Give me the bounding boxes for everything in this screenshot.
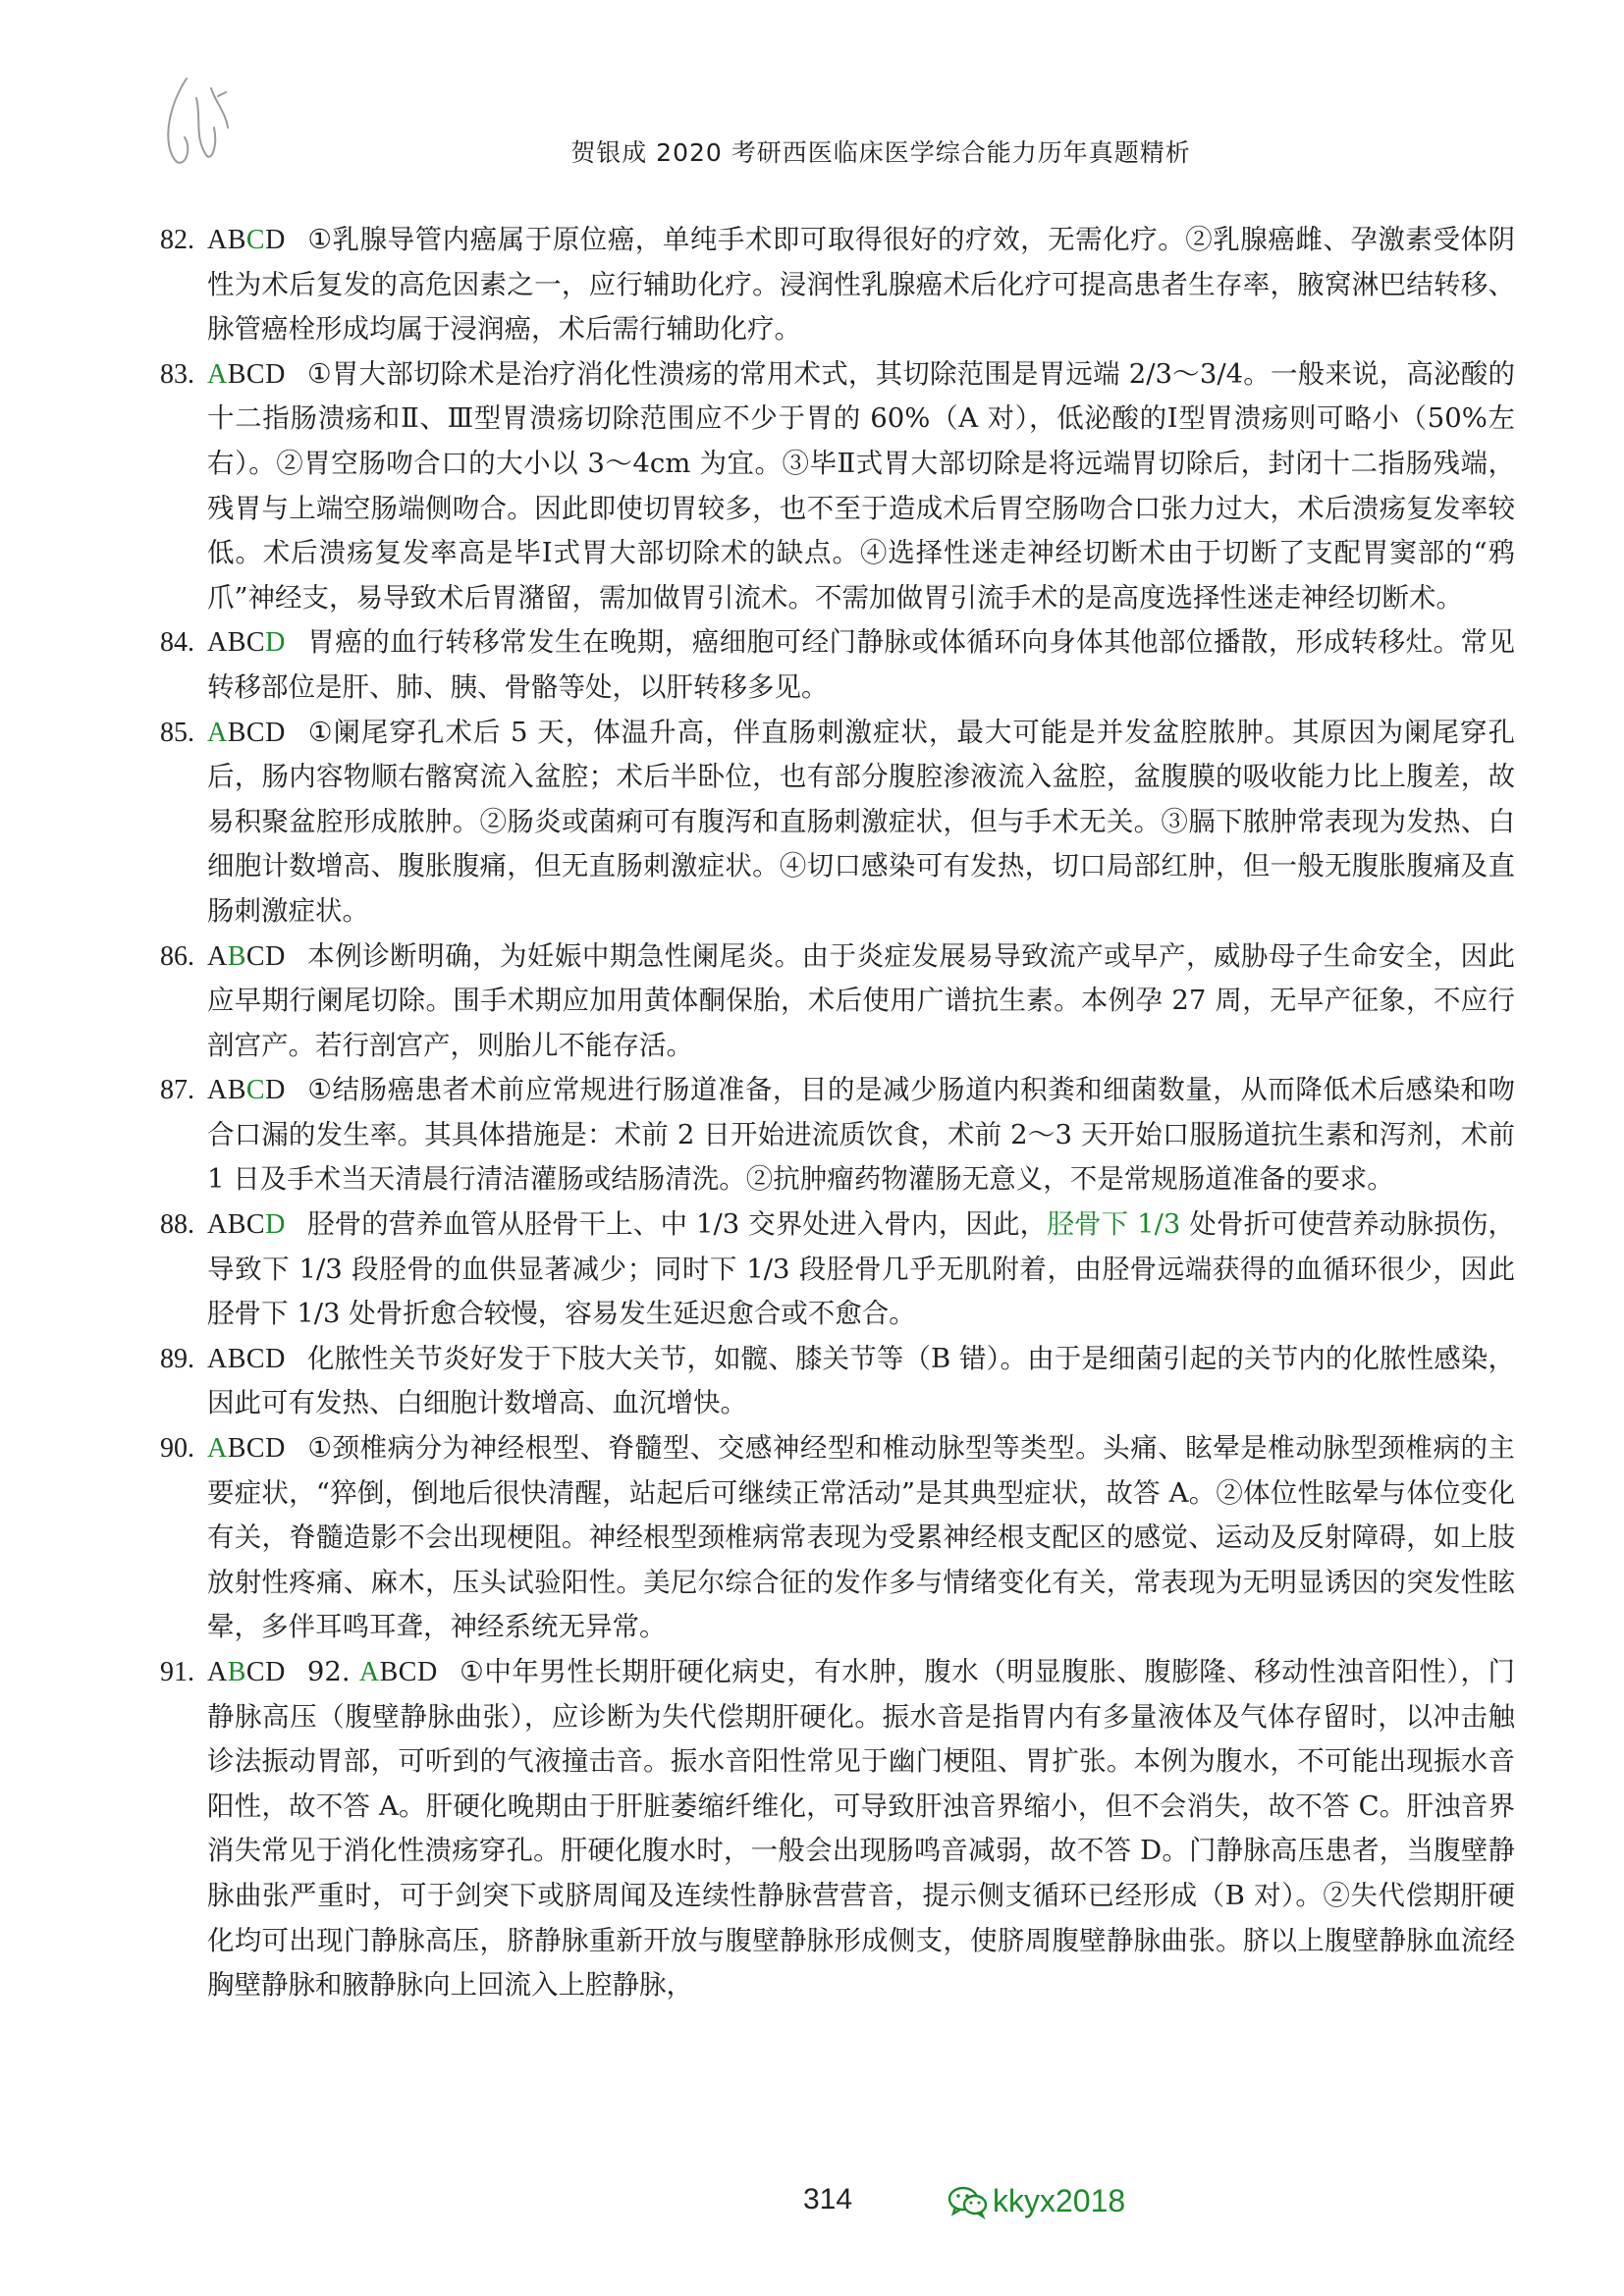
answer-letter: A (207, 358, 228, 390)
answer-options (207, 1075, 286, 1105)
answer-entry (160, 1426, 1515, 1650)
question-number: 91. (160, 1657, 194, 1687)
answer-letter: D (265, 1075, 286, 1106)
answer-options (207, 1209, 286, 1240)
answer-entry (160, 620, 1515, 710)
answer-letter: A (358, 1657, 380, 1687)
answer-options (207, 1657, 286, 1687)
answer-letter: B (227, 1433, 246, 1465)
answer-letter: C (245, 1433, 266, 1465)
explanation-text: ①乳腺导管内癌属于原位癌，单纯手术即可取得很好的疗效，无需化疗。②乳腺癌雌、孕激素受体阴性为术后复发的高危因素之一，应行辅助化疗。浸润性乳腺癌术后化疗可提高患者生存率，腋窝淋巴结转移、脉管癌栓形成均属于浸润癌，术后需行辅助化疗。 (207, 224, 1515, 346)
answer-letter: A (207, 627, 228, 659)
answer-letter: A (207, 717, 228, 748)
explanation-text: ①结肠癌患者术前应常规进行肠道准备，目的是减少肠道内积粪和细菌数量，从而降低术后感染和吻合口漏的发生率。其具体措施是：术前 2 日开始进流质饮食，术前 2～3 天开始口服肠道抗生素和泻剂，术前 1 日及手术当天清晨行清洁灌肠或结肠清洗。②抗肿瘤药物灌肠无意义，不是常规肠道准备的要求。 (207, 1074, 1515, 1196)
question-number: 84. (160, 627, 194, 659)
answer-letter: B (227, 358, 246, 390)
answer-letter: D (265, 1657, 286, 1687)
answer-options (207, 225, 286, 255)
explanation-text: 胃癌的血行转移常发生在晚期，癌细胞可经门静脉或体循环向身体其他部位播散，形成转移灶。常见转移部位是肝、肺、胰、骨骼等处，以肝转移多见。 (207, 626, 1515, 703)
wechat-watermark (947, 2183, 1125, 2219)
wechat-id: kkyx2018 (993, 2183, 1126, 2218)
answer-options (207, 1433, 286, 1464)
answer-letter: B (227, 940, 246, 972)
question-number: 82. (160, 225, 194, 255)
answer-letter: C (245, 940, 266, 972)
answer-options (207, 718, 286, 748)
answer-letter: A (207, 1209, 228, 1241)
question-number: 83. (160, 358, 194, 390)
answer-letter: C (245, 225, 266, 255)
answer-letter: B (227, 1209, 246, 1241)
answer-letter: C (245, 627, 266, 659)
explanation-text: ①胃大部切除术是治疗消化性溃疡的常用术式，其切除范围是胃远端 2/3～3/4。一般来说，高泌酸的十二指肠溃疡和Ⅱ、Ⅲ型胃溃疡切除范围应不少于胃的 60%（A 对），低泌酸的Ⅰ型胃溃疡则可略小（50%左右）。②胃空肠吻合口的大小以 3～4cm 为宜。③毕Ⅱ式胃大部切除是将远端胃切除后，封闭十二指肠残端，残胃与上端空肠端侧吻合。因此即使切胃较多，也不至于造成术后胃空肠吻合口张力过大，术后溃疡复发率较低。术后溃疡复发率高是毕Ⅰ式胃大部切除术的缺点。④选择性迷走神经切断术由于切断了支配胃窦部的“鸦爪”神经支，易导致术后胃潴留，需加做胃引流术。不需加做胃引流手术的是高度选择性迷走神经切断术。 (207, 357, 1515, 614)
answer-letter: B (227, 1075, 246, 1106)
answer-letter: D (265, 225, 286, 255)
answer-letter: D (265, 1343, 286, 1374)
answer-letter: C (245, 1075, 266, 1106)
question-number: 92. (306, 1656, 359, 1687)
answer-letter: A (207, 225, 228, 255)
explanation-text: ①中年男性长期肝硬化病史，有水肿，腹水（明显腹胀、腹膨隆、移动性浊音阳性），门静脉高压（腹壁静脉曲张），应诊断为失代偿期肝硬化。振水音是指胃内有多量液体及气体存留时，以冲击触诊法振动胃部，可听到的气液撞击音。振水音阳性常见于幽门梗阻、胃扩张。本例为腹水，不可能出现振水音阳性，故不答 A。肝硬化晚期由于肝脏萎缩纤维化，可导致肝浊音界缩小，但不会消失，故不答 C。肝浊音界消失常见于消化性溃疡穿孔。肝硬化腹水时，一般会出现肠鸣音减弱，故不答 D。门静脉高压患者，当腹壁静脉曲张严重时，可于剑突下或脐周闻及连续性静脉营营音，提示侧支循环已经形成（B 对）。②失代偿期肝硬化均可出现门静脉高压，脐静脉重新开放与腹壁静脉形成侧支，使脐周腹壁静脉曲张。脐以上腹壁静脉血流经胸壁静脉和腋静脉向上回流入上腔静脉， (207, 1656, 1515, 2002)
explanation-text: 处骨折可使营养动脉损伤，导致下 1/3 段胫骨的血供显著减少；同时下 1/3 段胫骨几乎无肌附着，由胫骨远端获得的血循环很少，因此胫骨下 1/3 处骨折愈合较慢，容易发生延迟愈合或不愈合。 (207, 1208, 1515, 1330)
question-number: 89. (160, 1343, 194, 1374)
answer-letter: B (227, 1657, 246, 1687)
answer-letter: D (416, 1657, 438, 1687)
answer-letter: D (265, 1433, 286, 1465)
answer-letter: D (265, 717, 286, 748)
answer-letter: B (227, 717, 246, 748)
answer-letter: A (207, 1075, 228, 1106)
explanation-text: ①颈椎病分为神经根型、脊髓型、交感神经型和椎动脉型等类型。头痛、眩晕是椎动脉型颈椎病的主要症状，“猝倒，倒地后很快清醒，站起后可继续正常活动”是其典型症状，故答 A。②体位性眩晕与体位变化有关，脊髓造影不会出现梗阻。神经根型颈椎病常表现为受累神经根支配区的感觉、运动及反射障碍，如上肢放射性疼痛、麻木，压头试验阳性。美尼尔综合征的发作多与情绪变化有关，常表现为无明显诱因的突发性眩晕，多伴耳鸣耳聋，神经系统无异常。 (207, 1432, 1515, 1643)
question-number: 88. (160, 1209, 194, 1241)
answer-letter: C (245, 1209, 266, 1241)
explanation-text: 本例诊断明确，为妊娠中期急性阑尾炎。由于炎症发展易导致流产或早产，威胁母子生命安全，因此应早期行阑尾切除。围手术期应加用黄体酮保胎，术后使用广谱抗生素。本例孕 27 周，无早产征象，不应行剖宫产。若行剖宫产，则胎儿不能存活。 (207, 939, 1515, 1061)
page-number: 314 (803, 2183, 853, 2216)
answer-options (207, 1344, 286, 1374)
answer-entry (160, 352, 1515, 621)
answer-entry (160, 218, 1515, 352)
answer-options (207, 359, 286, 390)
page-footer (0, 2183, 1624, 2232)
answer-letter: B (379, 1657, 399, 1687)
answer-letter: B (227, 627, 246, 659)
question-number: 90. (160, 1433, 194, 1465)
answer-letter: D (265, 1209, 286, 1241)
answer-entry (160, 1202, 1515, 1337)
explanation-text: 胫骨的营养血管从胫骨干上、中 1/3 交界处进入骨内，因此， (306, 1208, 1048, 1241)
answer-letter: B (227, 225, 246, 255)
answer-letter: B (227, 1343, 246, 1374)
answer-letter: A (207, 1433, 228, 1465)
explanation-text: ①阑尾穿孔术后 5 天，体温升高，伴直肠刺激症状，最大可能是并发盆腔脓肿。其原因为阑尾穿孔后，肠内容物顺右髂窝流入盆腔；术后半卧位，也有部分腹腔渗液流入盆腔，盆腹膜的吸收能力比上腹差，故易积聚盆腔形成脓肿。②肠炎或菌痢可有腹泻和直肠刺激症状，但与手术无关。③膈下脓肿常表现为发热、白细胞计数增高、腹胀腹痛，但无直肠刺激症状。④切口感染可有发热，切口局部红肿，但一般无腹胀腹痛及直肠刺激症状。 (207, 716, 1515, 927)
question-number: 87. (160, 1075, 194, 1106)
answer-entry (160, 1068, 1515, 1202)
highlighted-text: 胫骨下 1/3 (1047, 1208, 1181, 1241)
answer-options (359, 1657, 438, 1687)
answer-entry (160, 711, 1515, 934)
header-title: 贺银成 2020 考研西医临床医学综合能力历年真题精析 (570, 138, 1191, 167)
answer-options (207, 627, 286, 658)
explanation-text: 化脓性关节炎好发于下肢大关节，如髋、膝关节等（B 错）。由于是细菌引起的关节内的化脓性感染，因此可有发热、白细胞计数增高、血沉增快。 (207, 1342, 1515, 1419)
answer-letter: C (245, 717, 266, 748)
answer-entry (160, 1337, 1515, 1426)
answer-entry (160, 1650, 1515, 2008)
answer-entry (160, 934, 1515, 1069)
answer-letter: C (245, 1657, 266, 1687)
answer-letter: C (245, 1343, 266, 1374)
answer-options (207, 941, 286, 972)
answer-letter: D (265, 358, 286, 390)
answer-list (160, 218, 1515, 2008)
answer-letter: A (207, 1343, 228, 1374)
question-number: 86. (160, 940, 194, 972)
page-header (0, 133, 1624, 169)
answer-letter: C (245, 358, 266, 390)
question-number: 85. (160, 717, 194, 748)
answer-letter: D (265, 940, 286, 972)
answer-letter: A (207, 1657, 228, 1687)
wechat-icon (947, 2184, 989, 2219)
answer-letter: D (265, 627, 286, 659)
answer-letter: C (398, 1657, 417, 1687)
answer-letter: A (207, 940, 228, 972)
